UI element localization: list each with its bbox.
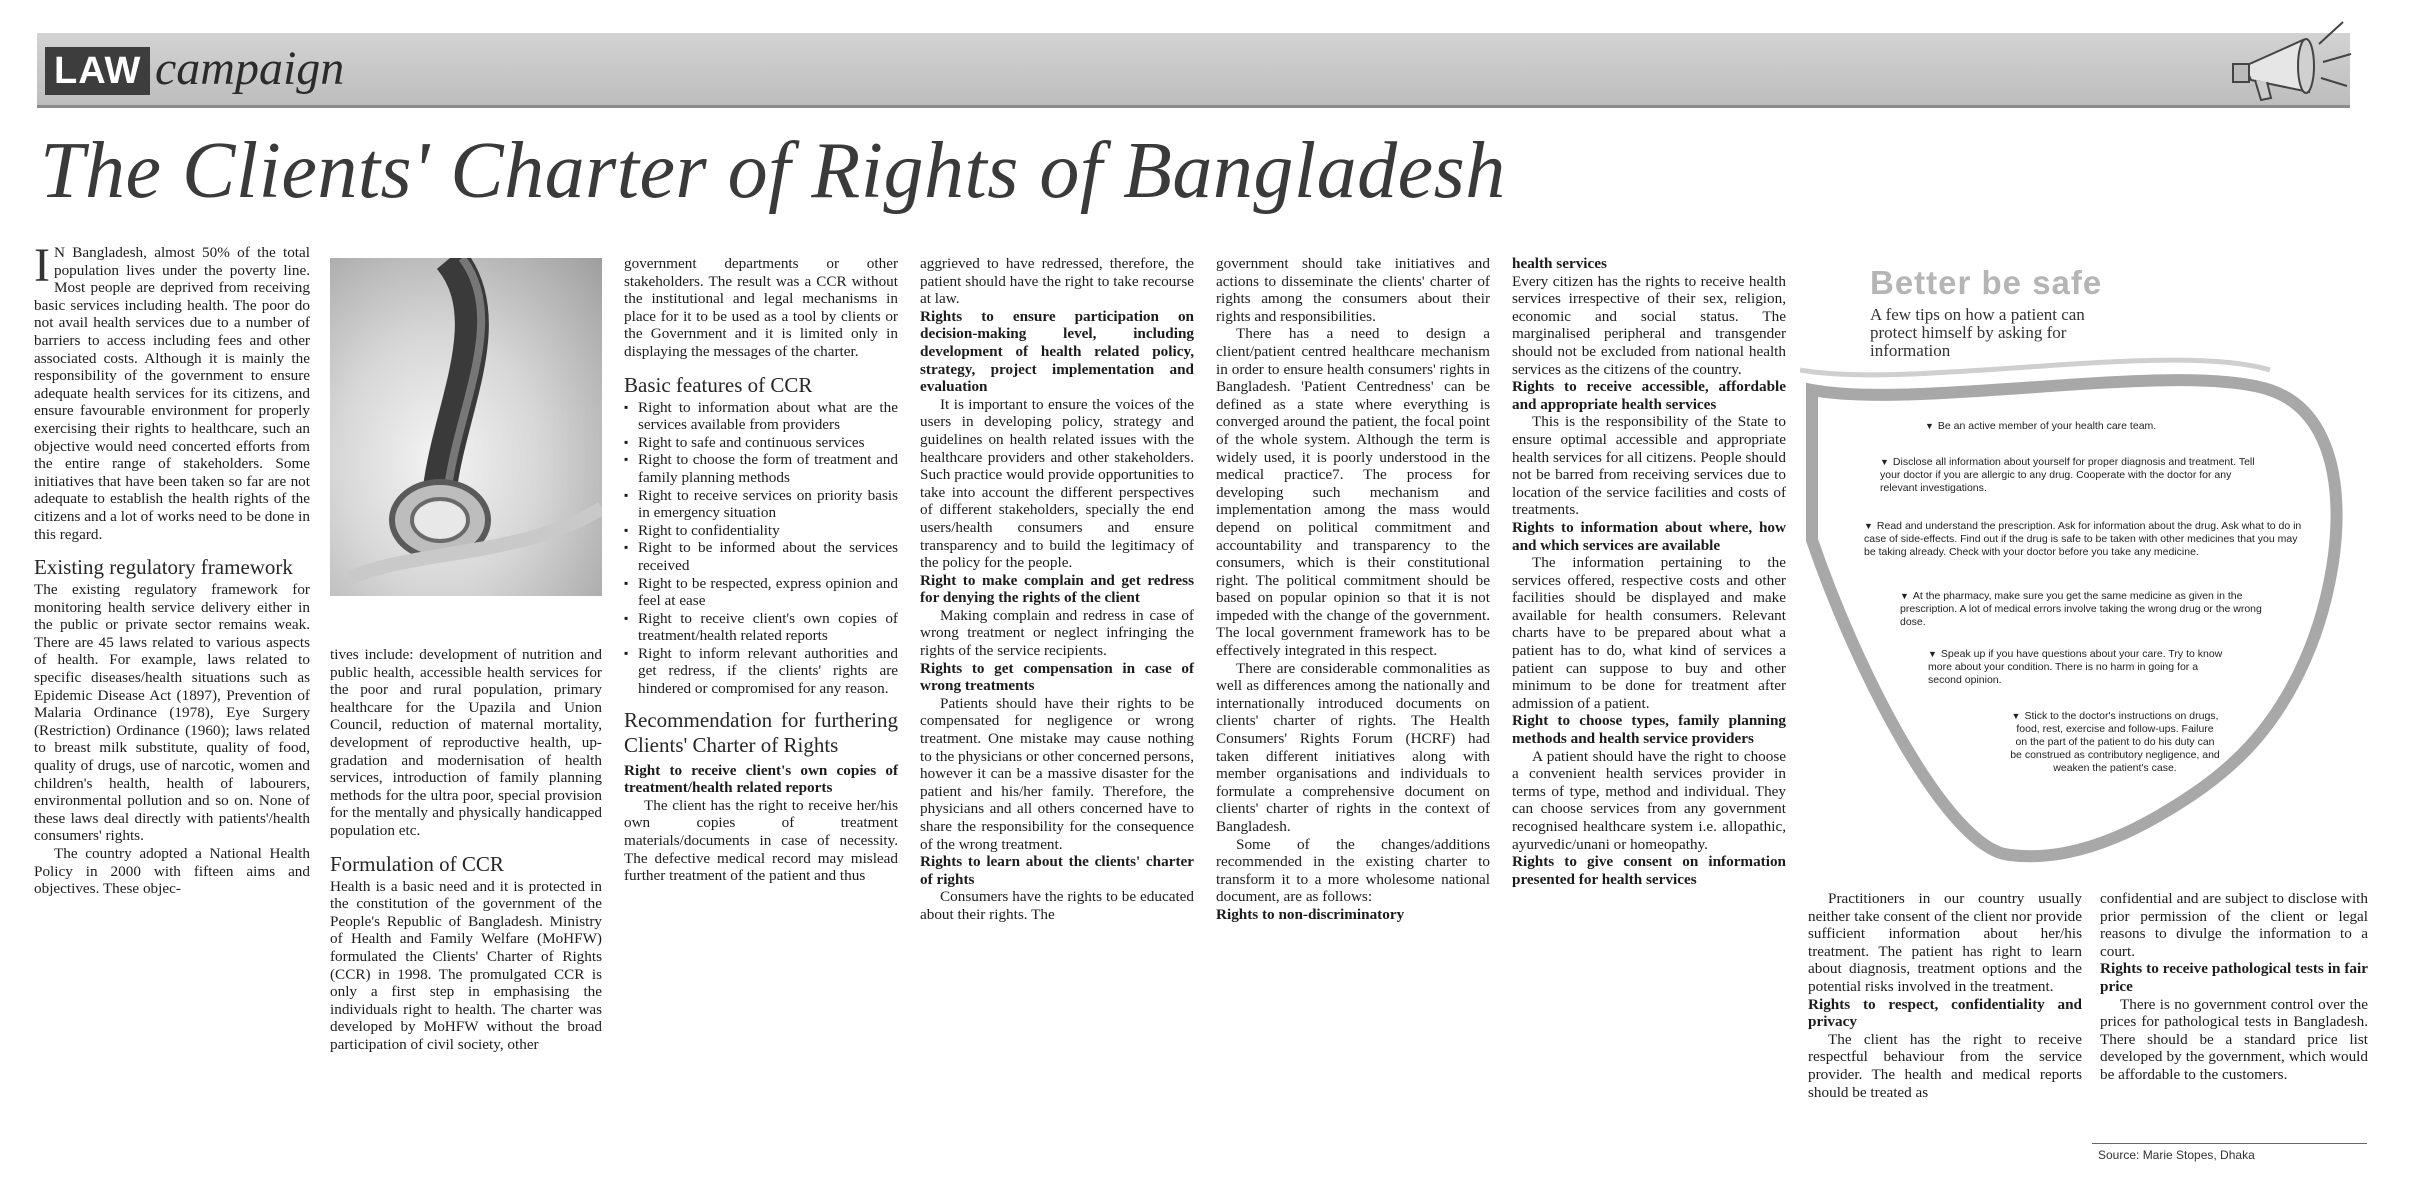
paragraph: Making complain and redress in case of wrong treatment or neglect infringing the rights of the service recipients. bbox=[920, 606, 1194, 660]
paragraph: There has a need to design a client/patient centred healthcare mechanism in order to ensure health consumers' rights in Bangladesh. 'Patient Centredness' can be defined as a state where everything is converged around the patient, the focal point of the whole system. Although the term is widely used, it is poorly understood in the medical practice7. The process for developing such mechanism and implementation among the mass would depend on political commitment and accountability and transparency to the consumers, which is their constitutional right. The political commitment should be based on popular opinion so that it is not impeded with the change of the government. The local government framework has to be effectively integrated in this respect. bbox=[1216, 325, 1490, 660]
section-banner bbox=[37, 33, 2350, 108]
paragraph: government departments or other stakeholders. The result was a CCR without the institutional and legal mechanisms in place for it to be used as a tool by clients or the Government and it is limited only in displaying the messages of the charter. bbox=[624, 255, 898, 360]
paragraph: The client has the right to receive her/his own copies of treatment materials/documents in case of necessity. The defective medical record may mislead further treatment of the patient and thus bbox=[624, 796, 898, 885]
tip-marker-icon: ▼ bbox=[1880, 457, 1889, 467]
source-divider bbox=[2092, 1143, 2367, 1144]
list-item: ▪ Right to receive client's own copies of treatment/health related reports bbox=[638, 610, 898, 645]
list-item: ▪ Right to safe and continuous services bbox=[638, 434, 898, 452]
paragraph: A patient should have the right to choose a convenient health services provider in terms of type, method and individual. They can choose services from any government recognised healthcare system i.e. allopathic, ayurvedic/unani or homeopathy. bbox=[1512, 747, 1786, 853]
tip-marker-icon: ▼ bbox=[1928, 649, 1937, 659]
drop-cap: I bbox=[34, 239, 50, 292]
heading-recommendation: Recommendation for furthering Clients' Charter of Rights bbox=[624, 707, 898, 757]
right-heading: Right to choose types, family planning methods and health service providers bbox=[1512, 712, 1786, 748]
tip-marker-icon: ▼ bbox=[1900, 591, 1909, 601]
section-label-campaign: campaign bbox=[155, 42, 345, 95]
tip-item: ▼ Be an active member of your health care team. bbox=[1925, 420, 2157, 432]
paragraph: tives include: development of nutrition and public health, accessible health services for the poor and rural population, primary healthcare for the Upazila and Union Council, reduction of maternal mortality, development of reproductive health, up-gradation and modernisation of health services, introduction of family planning methods for the ultra poor, special provision for the mentally and physically handicapped population etc. bbox=[330, 646, 602, 839]
heading-formulation-ccr: Formulation of CCR bbox=[330, 851, 504, 876]
sidebar-subtitle: A few tips on how a patient can protect himself by asking for information bbox=[1870, 305, 2085, 360]
column-8 bbox=[2100, 890, 2368, 1084]
tip-item: ▼ Speak up if you have questions about your care. Try to know more about your condition. There is no harm in going for a second opinion. bbox=[1928, 648, 2223, 686]
paragraph: Every citizen has the rights to receive health services irrespective of their sex, religion, economic and social status. The marginalised peripheral and transgender should not be excluded from national health services as the citizens of the country. bbox=[1512, 272, 1786, 378]
right-heading: Rights to non-discriminatory bbox=[1216, 905, 1405, 923]
tip-marker-icon: ▼ bbox=[1864, 521, 1873, 531]
list-item: ▪ Right to receive services on priority basis in emergency situation bbox=[638, 487, 898, 522]
paragraph: It is important to ensure the voices of the users in developing policy, strategy and guidelines on health related issues with the healthcare providers and other stakeholders. Such practice would provide opportunities to take into account the different perspectives of different stakeholders, specially the end users/health consumers and ensure transparency and to build the legitimacy of the policy for the people. bbox=[920, 395, 1194, 572]
paragraph: There is no government control over the prices for pathological tests in Bangladesh. There should be a standard price list developed by the government, which would be affordable to the customers. bbox=[2100, 995, 2368, 1083]
list-item: ▪ Right to be respected, express opinion and feel at ease bbox=[638, 575, 898, 610]
heading-basic-features: Basic features of CCR bbox=[624, 372, 813, 397]
column-4 bbox=[920, 255, 1194, 924]
list-item: ▪ Right to choose the form of treatment and family planning methods bbox=[638, 451, 898, 486]
paragraph: The information pertaining to the services offered, respective costs and other facilities should be displayed and make available for health consumers. Relevant charts have to be prepared about what a patient has to do, what kind of services a patient can suppose to buy and other minimum to be done for treatment after admission of a patient. bbox=[1512, 554, 1786, 712]
column-1 bbox=[34, 239, 310, 898]
tip-marker-icon: ▼ bbox=[1925, 421, 1934, 431]
column-7 bbox=[1808, 890, 2082, 1101]
paragraph: Some of the changes/additions recommended in the existing charter to transform it to a more wholesome national document, are as follows: bbox=[1216, 835, 1490, 906]
article-headline: The Clients' Charter of Rights of Bangladesh bbox=[40, 127, 1506, 215]
right-heading: Rights to receive accessible, affordable and appropriate health services bbox=[1512, 378, 1786, 413]
paragraph: The existing regulatory framework for monitoring health service delivery either in the public or private sector remains weak. There are 45 laws related to various aspects of health. For example, laws related to specific diseases/health situations such as Epidemic Disease Act (1897), Prevention of Malaria Ordinance (1978), Eye Surgery (Restriction) Ordinance (1960); laws related to breast milk substitute, quality of food, quality of drugs, use of narcotic, women and children's health, health of labourers, environmental pollution and so on. None of these laws deal directly with patients'/health consumers' rights. bbox=[34, 581, 310, 845]
right-heading: health services bbox=[1512, 255, 1607, 272]
tip-item: ▼ Read and understand the prescription. Ask for information about the drug. Ask what to do in case of side-effects. Find out if the drug is safe to be taken with other medicines that you may be taking already. Check with your doctor before you take any medicine. bbox=[1864, 520, 2302, 558]
features-list bbox=[624, 399, 898, 698]
tips-sidebar bbox=[1800, 240, 2360, 880]
tip-item: ▼ Disclose all information about yourself for proper diagnosis and treatment. Tell your doctor if you are allergic to any drug. Cooperate with the doctor for any relevant investigations. bbox=[1880, 456, 2255, 494]
column-6 bbox=[1512, 255, 1786, 888]
right-heading: Rights to respect, confidentiality and privacy bbox=[1808, 995, 2082, 1031]
paragraph: Health is a basic need and it is protected in the constitution of the government of the People's Republic of Bangladesh. Ministry of Health and Family Welfare (MoHFW) formulated the Clients' Charter of Rights (CCR) in 1998. The promulgated CCR is only a first step in emphasising the individuals right to health. The charter was developed by MoHFW without the broad participation of civil society, other bbox=[330, 877, 602, 1053]
column-5 bbox=[1216, 255, 1490, 924]
paragraph: There are considerable commonalities as well as differences among the nationally and internationally introduced documents on clients' charter of rights. The Health Consumers' Rights Forum (HCRF) had taken different initiatives along with member organisations and individuals to formulate a comprehensive document on clients' charter of rights in the context of Bangladesh. bbox=[1216, 659, 1490, 835]
right-heading: Right to receive client's own copies of treatment/health related reports bbox=[624, 761, 898, 797]
right-heading: Rights to receive pathological tests in fair price bbox=[2100, 960, 2368, 995]
source-credit: Source: Marie Stopes, Dhaka bbox=[2098, 1148, 2255, 1162]
list-item: ▪ Right to information about what are the services available from providers bbox=[638, 399, 898, 434]
paragraph: aggrieved to have redressed, therefore, the patient should have the right to take recourse at law. bbox=[920, 255, 1194, 308]
article-photo bbox=[330, 258, 602, 596]
tip-item: ▼ Stick to the doctor's instructions on drugs, food, rest, exercise and follow-ups. Failure on the part of the patient to do his duty can be construed as contributory negligence, and weaken the patient's case. bbox=[2010, 710, 2220, 774]
paragraph: The client has the right to receive respectful behaviour from the service provider. The health and medical reports should be treated as bbox=[1808, 1030, 2082, 1101]
column-2 bbox=[330, 646, 602, 1053]
right-heading: Rights to get compensation in case of wrong treatments bbox=[920, 659, 1194, 695]
tip-marker-icon: ▼ bbox=[2011, 711, 2021, 721]
right-heading: Rights to learn about the clients' charter of rights bbox=[920, 853, 1194, 888]
paragraph: confidential and are subject to disclose with prior permission of the client or legal reasons to divulge the information to a court. bbox=[2100, 890, 2368, 960]
right-heading: Rights to ensure participation on decision-making level, including development of health related policy, strategy, project implementation and evaluation bbox=[920, 307, 1194, 396]
right-heading: Right to make complain and get redress for denying the rights of the client bbox=[920, 571, 1194, 607]
list-item: ▪ Right to be informed about the services received bbox=[638, 539, 898, 574]
column-3 bbox=[624, 255, 898, 885]
megaphone-icon bbox=[2225, 14, 2355, 114]
list-item: ▪ Right to inform relevant authorities and get redress, if the clients' rights are hindered or compromised for any reason. bbox=[638, 645, 898, 698]
paragraph: Patients should have their rights to be compensated for negligence or wrong treatment. One mistake may cause nothing to the physicians or other concerned persons, however it can be a massive disaster for the patient and his/her family. Therefore, the physicians and all others concerned have to share the responsibility for the consequence of the wrong treatment. bbox=[920, 694, 1194, 853]
tip-item: ▼ At the pharmacy, make sure you get the same medicine as given in the prescription. A lot of medical errors involve taking the wrong drug or the wrong dose. bbox=[1900, 590, 2262, 628]
paragraph: Practitioners in our country usually neither take consent of the client nor provide sufficient information about her/his treatment. The patient has right to learn about diagnosis, treatment options and the potential risks involved in the treatment. bbox=[1808, 890, 2082, 995]
paragraph: Consumers have the rights to be educated about their rights. The bbox=[920, 888, 1194, 923]
stethoscope-image bbox=[330, 258, 602, 596]
sidebar-title: Better be safe bbox=[1870, 264, 2103, 301]
right-heading: Rights to give consent on information presented for health services bbox=[1512, 853, 1786, 888]
intro-paragraph: I N Bangladesh, almost 50% of the total population lives under the poverty line. Most people are deprived from receiving basic services including health. The poor do not avail health services due to a number of barriers to access including fees and other associated costs. Although it is mainly the responsibility of the government to ensure adequate health services for its citizens, and ensure favourable environment for properly exercising their rights to healthcare, such an objective would need concerted efforts from the entire range of stakeholders. Some initiatives that have been taken so far are not adequate to establish the health rights of the citizens and a lot of works need to be done in this regard. bbox=[34, 239, 310, 543]
heading-regulatory-framework: Existing regulatory framework bbox=[34, 555, 293, 580]
list-item: ▪ Right to confidentiality bbox=[638, 522, 898, 540]
right-heading: Rights to information about where, how and which services are available bbox=[1512, 518, 1786, 554]
paragraph: government should take initiatives and actions to disseminate the clients' charter of rights among the consumers about their rights and responsibilities. bbox=[1216, 255, 1490, 325]
section-label-law: LAW bbox=[45, 47, 150, 95]
paragraph: The country adopted a National Health Policy in 2000 with fifteen aims and objectives. These objec- bbox=[34, 845, 310, 898]
paragraph: This is the responsibility of the State to ensure optimal accessible and appropriate health services for all citizens. People should not be barred from receiving services due to location of the service facilities and costs of treatments. bbox=[1512, 413, 1786, 519]
